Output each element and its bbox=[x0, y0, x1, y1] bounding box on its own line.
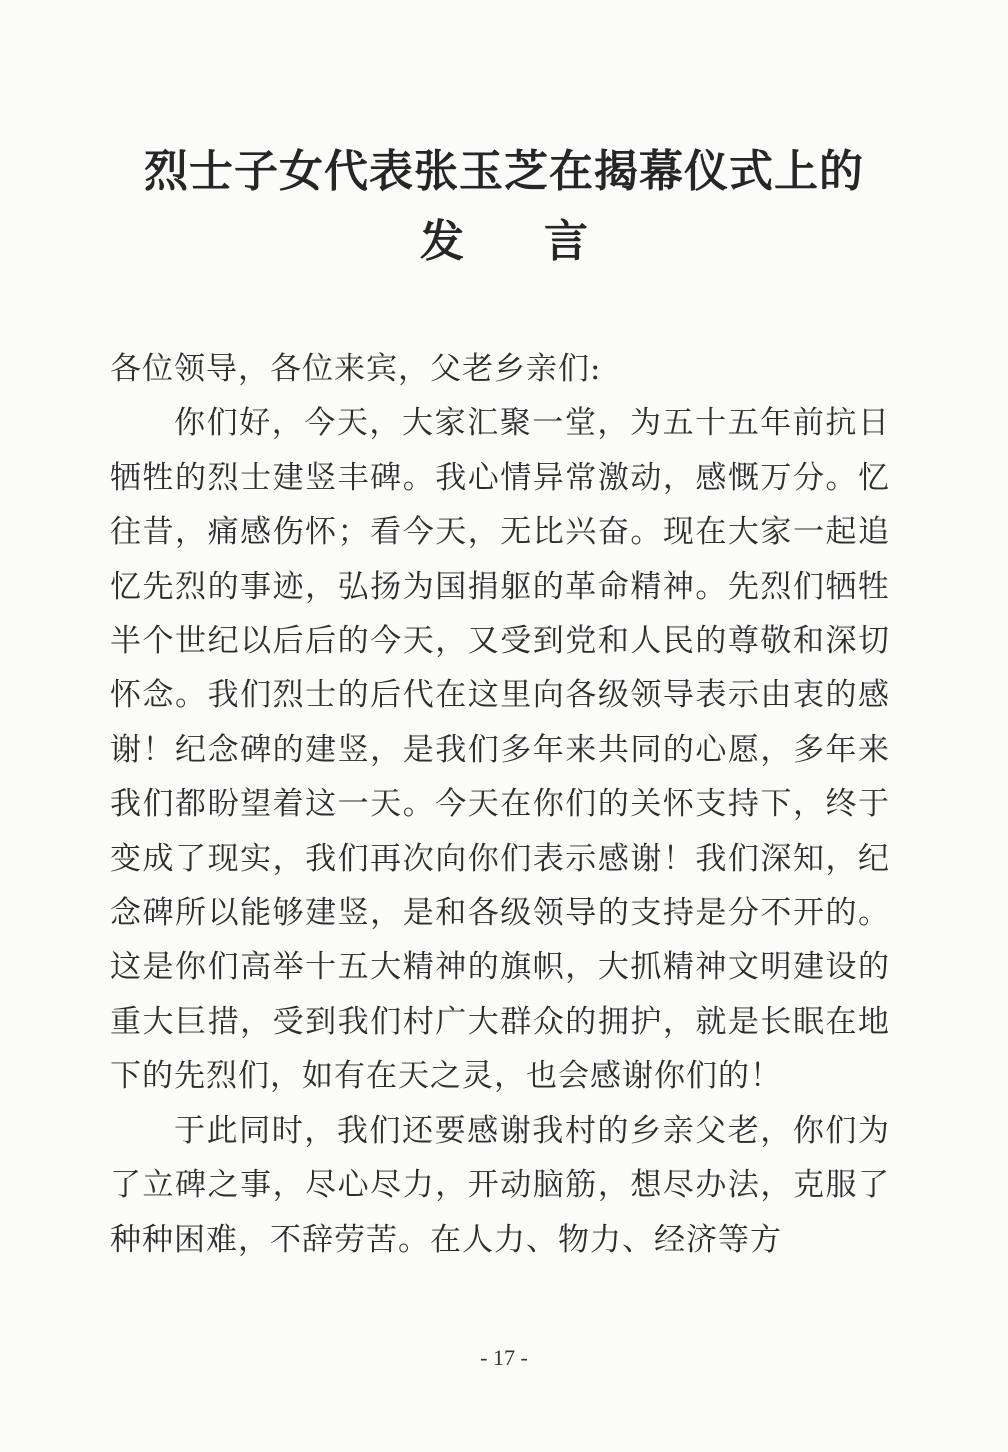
title-char-1: 发 bbox=[420, 216, 464, 267]
salutation: 各位领导，各位来宾，父老乡亲们: bbox=[110, 351, 602, 387]
title-char-2: 言 bbox=[544, 216, 588, 267]
paragraph-1: 你们好，今天，大家汇聚一堂，为五十五年前抗日牺牲的烈士建竖丰碑。我心情异常激动，感慨万分。忆往昔，痛感伤怀；看今天，无比兴奋。现在大家一起追忆先烈的事迹，弘扬为国捐躯的革命精神。先烈们牺牲半个世纪以后后的今天，又受到党和人民的尊敬和深切怀念。我们烈士的后代在这里向各级领导表示由衷的感谢！纪念碑的建竖，是我们多年来共同的心愿，多年来我们都盼望着这一天。今天在你们的关怀支持下，终于变成了现实，我们再次向你们表示感谢！我们深知，纪念碑所以能够建竖，是和各级领导的支持是分不开的。这是你们高举十五大精神的旗帜，大抓精神文明建设的重大巨措，受到我们村广大群众的拥护，就是长眠在地下的先烈们，如有在天之灵，也会感谢你们的！ bbox=[110, 405, 890, 1095]
document-title-line-2 bbox=[60, 212, 948, 272]
paragraph-2: 于此同时，我们还要感谢我村的乡亲父老，你们为了立碑之事，尽心尽力，开动脑筋，想尽办法，克服了种种困难，不辞劳苦。在人力、物力、经济等方 bbox=[110, 1112, 890, 1258]
document-title-line-1: 烈士子女代表张玉芝在揭幕仪式上的 bbox=[144, 146, 864, 197]
page-number: - 17 - bbox=[480, 1345, 528, 1370]
document-body bbox=[110, 342, 890, 1267]
